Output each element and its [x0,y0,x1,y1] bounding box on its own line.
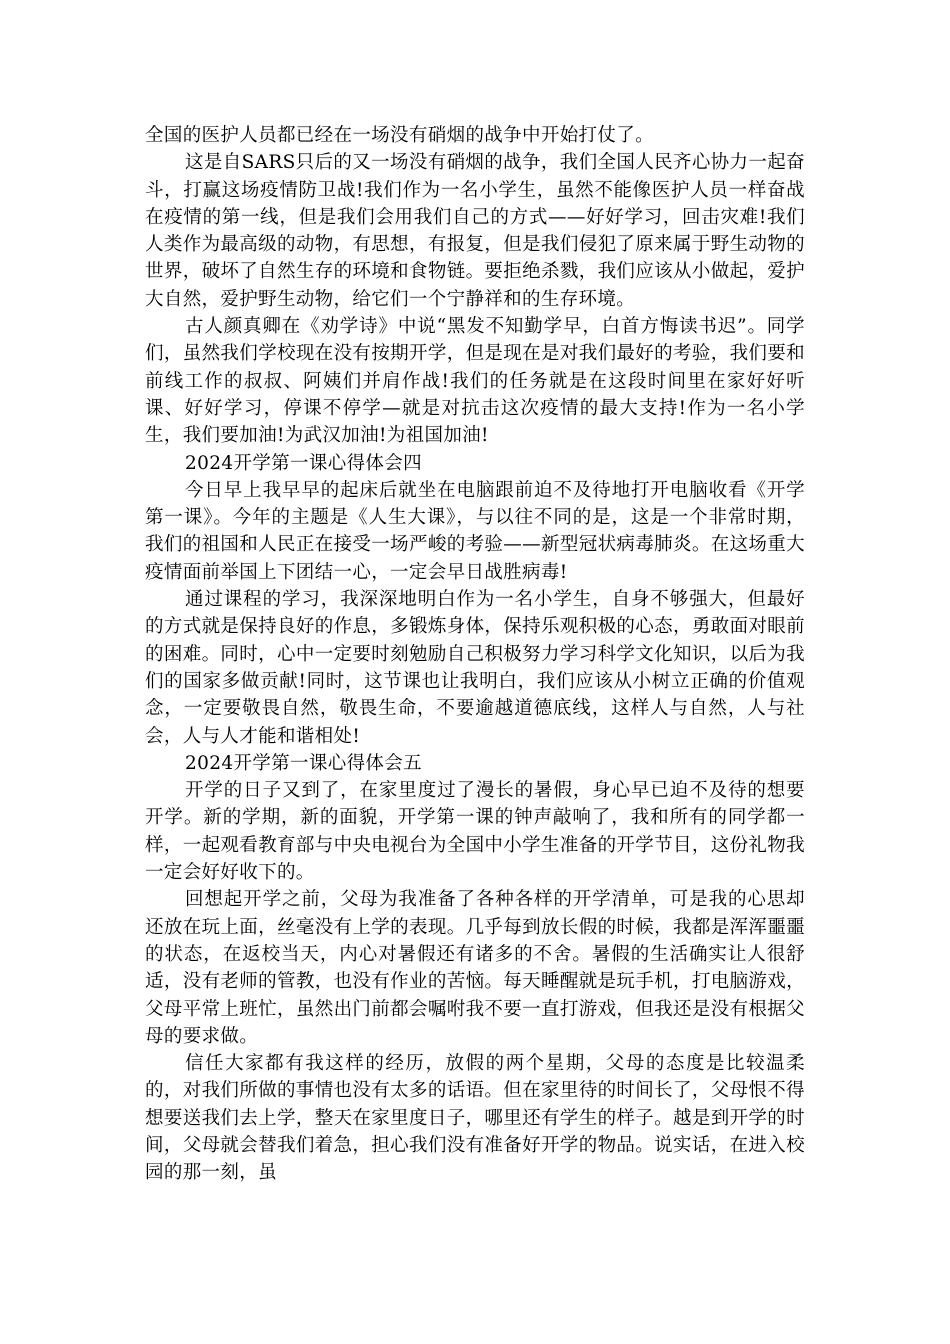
paragraph-3: 古人颜真卿在《劝学诗》中说“黑发不知勤学早，白首方悔读书迟”。同学们，虽然我们学校现在没有按期开学，但是现在是对我们最好的考验，我们要和前线工作的叔叔、阿姨们并肩作战!我们的任务就是在这段时间里在家好好听课、好好学习，停课不停学—就是对抗击这次疫情的最大支持!作为一名小学生，我们要加油!为武汉加油!为祖国加油! [145,316,805,447]
section-heading-5: 2024开学第一课心得体会五 [185,752,422,774]
section-heading-4: 2024开学第一课心得体会四 [185,452,422,474]
paragraph-2: 这是自SARS只后的又一场没有硝烟的战争，我们全国人民齐心协力一起奋斗，打赢这场疫情防卫战!我们作为一名小学生，虽然不能像医护人员一样奋战在疫情的第一线，但是我们会用我们自己的方式——好好学习，回击灾难!我们人类作为最高级的动物，有思想，有报复，但是我们侵犯了原来属于野生动物的世界，破坏了自然生存的环境和食物链。要拒绝杀戮，我们应该从小做起，爱护大自然，爱护野生动物，给它们一个宁静祥和的生存环境。 [145,152,805,310]
document-page [145,122,805,1187]
paragraph-6: 开学的日子又到了，在家里度过了漫长的暑假，身心早已迫不及待的想要开学。新的学期，新的面貌，开学第一课的钟声敲响了，我和所有的同学都一样，一起观看教育部与中央电视台为全国中小学生准备的开学节目，这份礼物我一定会好好收下的。 [145,780,805,884]
paragraph-5: 通过课程的学习，我深深地明白作为一名小学生，自身不够强大，但最好的方式就是保持良好的作息，多锻炼身体，保持乐观积极的心态，勇敢面对眼前的困难。同时，心中一定要时刻勉励自己积极努力学习科学文化知识，以后为我们的国家多做贡献!同时，这节课也让我明白，我们应该从小树立正确的价值观念，一定要敬畏自然，敬畏生命，不要逾越道德底线，这样人与自然，人与社会，人与人才能和谐相处! [145,589,805,747]
paragraph-7: 回想起开学之前，父母为我准备了各种各样的开学清单，可是我的心思却还放在玩上面，丝毫没有上学的表现。几乎每到放长假的时候，我都是浑浑噩噩的状态，在返校当天，内心对暑假还有诸多的不舍。暑假的生活确实让人很舒适，没有老师的管教，也没有作业的苦恼。每天睡醒就是玩手机，打电脑游戏，父母平常上班忙，虽然出门前都会嘱咐我不要一直打游戏，但我还是没有根据父母的要求做。 [145,889,805,1047]
paragraph-4: 今日早上我早早的起床后就坐在电脑跟前迫不及待地打开电脑收看《开学第一课》。今年的主题是《人生大课》，与以往不同的是，这是一个非常时期，我们的祖国和人民正在接受一场严峻的考验——新型冠状病毒肺炎。在这场重大疫情面前举国上下团结一心，一定会早日战胜病毒! [145,479,805,583]
paragraph-1: 全国的医护人员都已经在一场没有硝烟的战争中开始打仗了。 [145,125,654,146]
paragraph-8: 信任大家都有我这样的经历，放假的两个星期，父母的态度是比较温柔的，对我们所做的事情也没有太多的话语。但在家里待的时间长了，父母恨不得想要送我们去上学，整天在家里度日子，哪里还有学生的样子。越是到开学的时间，父母就会替我们着急，担心我们没有准备好开学的物品。说实话，在进入校园的那一刻，虽 [145,1053,805,1184]
